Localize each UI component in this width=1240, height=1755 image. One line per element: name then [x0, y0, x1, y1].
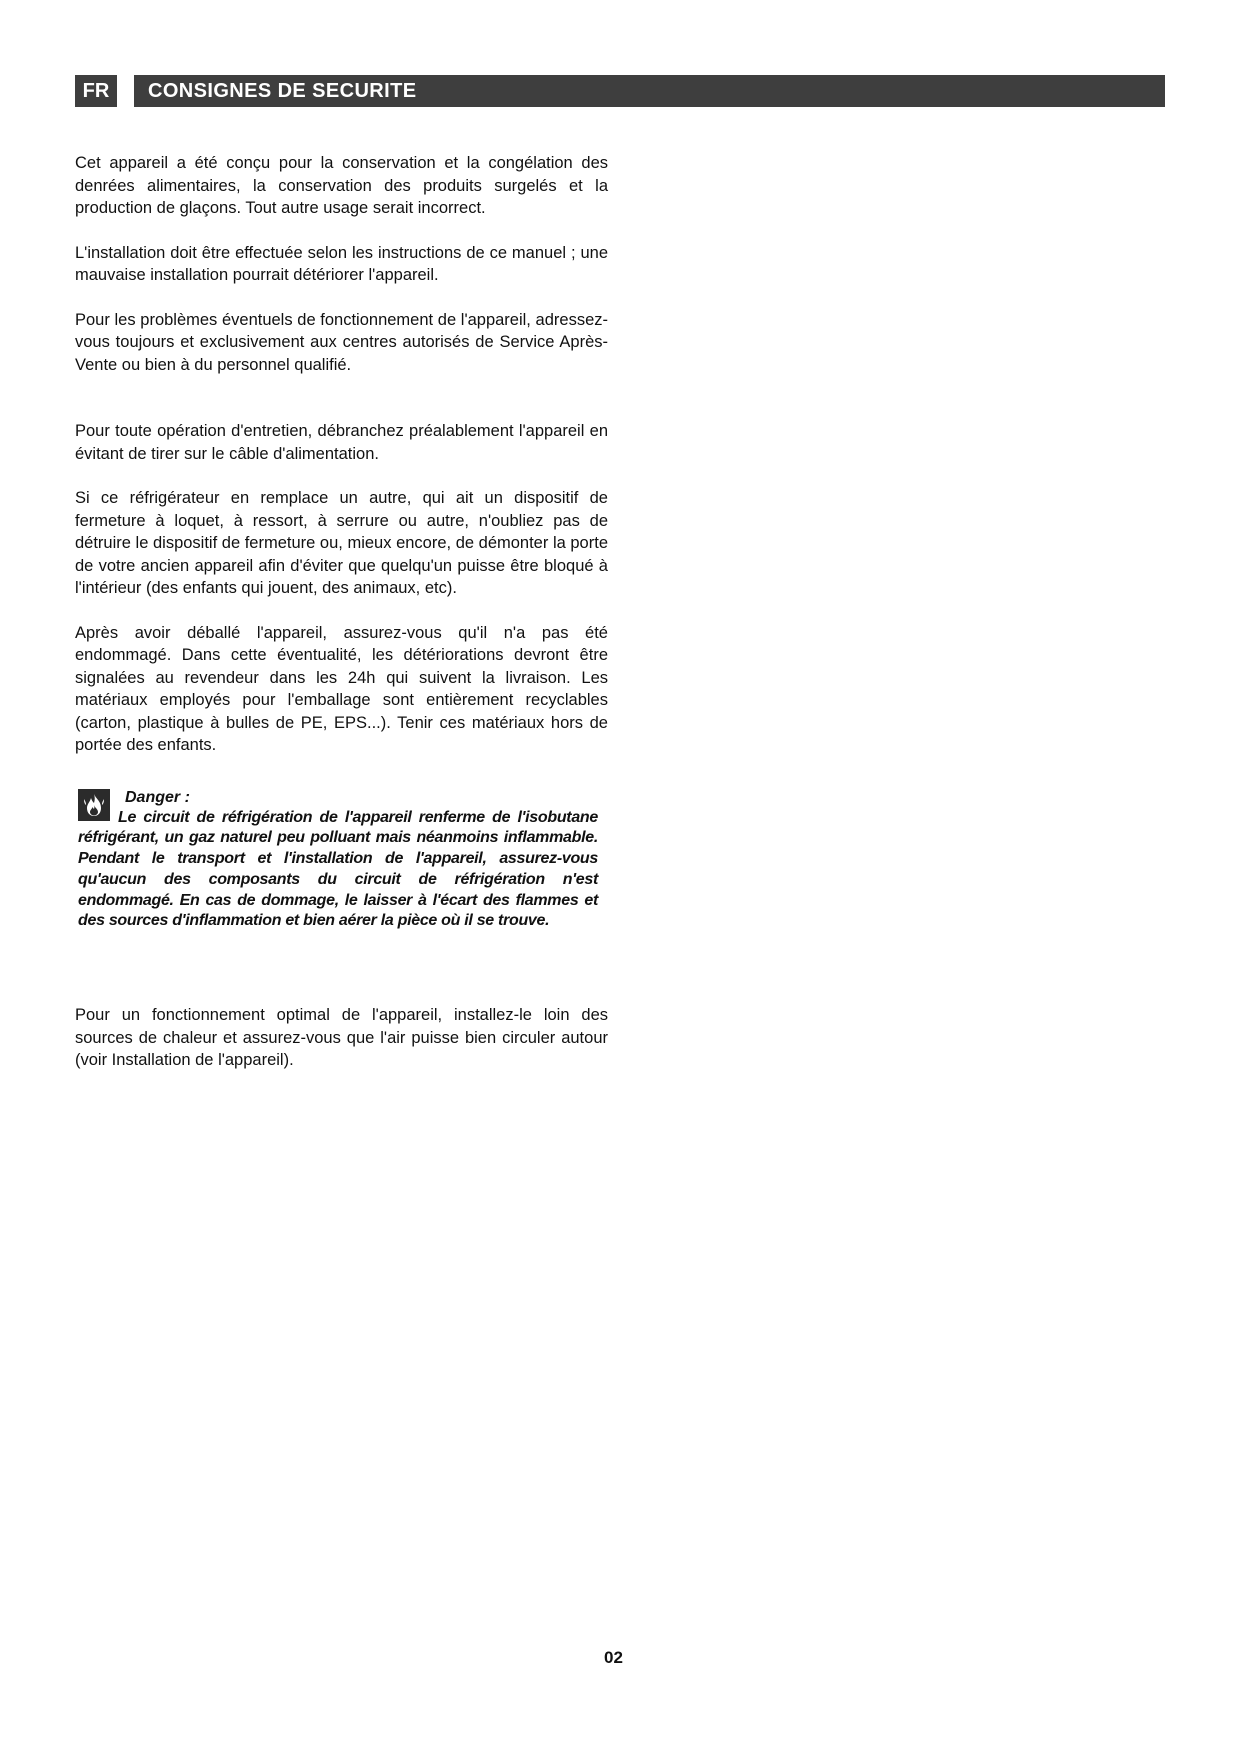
- danger-warning: [78, 787, 598, 933]
- paragraph-maintenance: Pour toute opération d'entretien, débranchez préalablement l'appareil en évitant de tirer sur le câble d'alimentation.: [75, 422, 608, 463]
- paragraph-installation: L'installation doit être effectuée selon les instructions de ce manuel ; une mauvaise installation pourrait détériorer l'appareil.: [75, 243, 608, 284]
- language-badge: FR: [75, 75, 117, 107]
- page-number: 02: [604, 1648, 623, 1667]
- paragraph-service: Pour les problèmes éventuels de fonctionnement de l'appareil, adressez-vous toujours et exclusivement aux centres autorisés de Service Après-Vente ou bien à du personnel qualifié.: [75, 310, 608, 374]
- paragraph-old-appliance: Si ce réfrigérateur en remplace un autre, qui ait un dispositif de fermeture à loquet, à ressort, à serrure ou autre, n'oubliez pas de détruire le dispositif de fermeture ou, mieux encore, de démonter la porte de votre ancien appareil afin d'éviter que quelqu'un puisse être bloqué à l'intérieur (des enfants qui jouent, des animaux, etc).: [75, 489, 608, 597]
- paragraph-unpacking: Après avoir déballé l'appareil, assurez-vous qu'il n'a pas été endommagé. Dans cette éventualité, les détériorations devront être signalées au revendeur dans les 24h qui suivent la livraison. Les matériaux employés pour l'emballage sont entièrement recyclables (carton, plastique à bulles de PE, EPS...). Tenir ces matériaux hors de portée des enfants.: [75, 623, 608, 754]
- section-title: CONSIGNES DE SECURITE: [148, 79, 417, 102]
- paragraph-placement: Pour un fonctionnement optimal de l'appareil, installez-le loin des sources de chaleur et assurez-vous que l'air puisse bien circuler autour (voir Installation de l'appareil).: [75, 1006, 608, 1070]
- section-header: [134, 75, 1165, 107]
- danger-text: Le circuit de réfrigération de l'appareil renferme de l'isobutane réfrigérant, un gaz naturel peu polluant mais néanmoins inflammable. Pendant le transport et l'installation de l'appareil, assurez-vous qu'aucun des composants du circuit de réfrigération n'est endommagé. En cas de dommage, le laisser à l'écart des flammes et des sources d'inflammation et bien aérer la pièce où il se trouve.: [78, 808, 598, 930]
- content-column: [75, 152, 608, 1072]
- paragraph-intended-use: Cet appareil a été conçu pour la conservation et la congélation des denrées alimentaires, la conservation des produits surgelés et la production de glaçons. Tout autre usage serait incorrect.: [75, 154, 608, 217]
- fire-icon: [78, 789, 110, 821]
- danger-title: Danger :: [125, 788, 190, 806]
